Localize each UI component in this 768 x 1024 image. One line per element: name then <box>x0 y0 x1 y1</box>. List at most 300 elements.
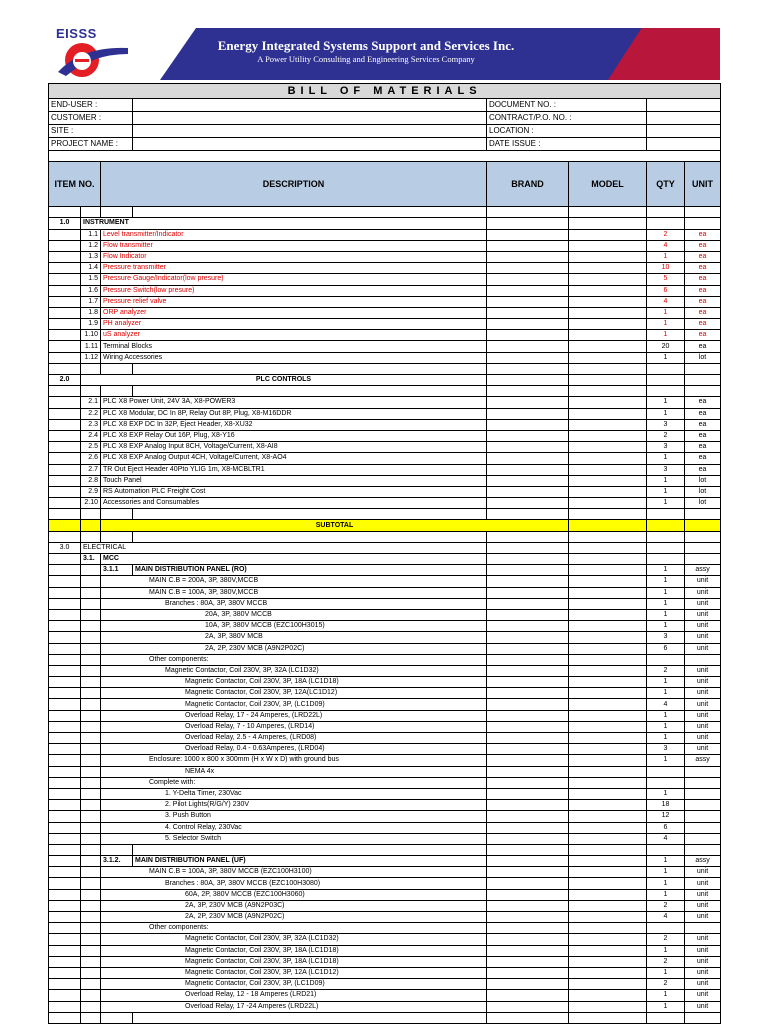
unit-cell: unit <box>685 934 721 945</box>
document-no-value[interactable] <box>647 99 721 112</box>
end-user-value[interactable] <box>133 99 487 112</box>
customer-value[interactable] <box>133 112 487 125</box>
item-description: 2A, 2P, 230V MCB (A9N2P02C) <box>101 912 487 923</box>
empty-cell <box>569 520 647 531</box>
table-row <box>49 263 721 274</box>
table-row <box>49 296 721 307</box>
empty-cell <box>81 643 101 654</box>
table-row <box>49 777 721 788</box>
qty-cell: 1 <box>647 889 685 900</box>
unit-cell: unit <box>685 665 721 676</box>
table-row <box>49 956 721 967</box>
brand-cell <box>487 442 569 453</box>
empty-cell <box>81 755 101 766</box>
empty-cell <box>49 397 81 408</box>
unit-cell: unit <box>685 979 721 990</box>
qty-cell: 2 <box>647 900 685 911</box>
qty-cell: 1 <box>647 867 685 878</box>
empty-cell <box>49 777 81 788</box>
empty-cell <box>81 710 101 721</box>
empty-cell <box>81 531 101 542</box>
table-row <box>49 755 721 766</box>
table-row <box>49 621 721 632</box>
unit-cell: lot <box>685 352 721 363</box>
empty-cell <box>49 923 81 934</box>
empty-cell <box>101 844 133 855</box>
unit-cell: unit <box>685 900 721 911</box>
table-row <box>49 867 721 878</box>
brand-cell <box>487 945 569 956</box>
empty-cell <box>49 341 81 352</box>
model-cell <box>569 777 647 788</box>
empty-cell <box>49 587 81 598</box>
unit-cell <box>685 766 721 777</box>
empty-cell <box>49 475 81 486</box>
model-cell <box>569 442 647 453</box>
brand-cell <box>487 755 569 766</box>
model-cell <box>569 341 647 352</box>
empty-cell <box>101 1012 133 1023</box>
unit-cell: unit <box>685 990 721 1001</box>
empty-cell <box>49 967 81 978</box>
empty-cell <box>81 386 101 397</box>
item-description: Touch Panel <box>101 475 487 486</box>
brand-cell <box>487 923 569 934</box>
unit-cell: unit <box>685 587 721 598</box>
qty-cell: 1 <box>647 990 685 1001</box>
brand-cell <box>487 1001 569 1012</box>
unit-cell: ea <box>685 442 721 453</box>
qty-cell: 4 <box>647 296 685 307</box>
contract-value[interactable] <box>647 112 721 125</box>
empty-cell <box>49 598 81 609</box>
empty-cell <box>49 430 81 441</box>
brand-cell <box>487 800 569 811</box>
unit-cell: unit <box>685 867 721 878</box>
brand-cell <box>487 990 569 1001</box>
section-label: PLC CONTROLS <box>81 375 487 386</box>
unit-cell: unit <box>685 889 721 900</box>
empty-cell <box>81 822 101 833</box>
empty-cell <box>685 375 721 386</box>
table-row <box>49 498 721 509</box>
qty-cell: 6 <box>647 643 685 654</box>
item-no: 1.11 <box>81 341 101 352</box>
empty-cell <box>49 699 81 710</box>
table-row <box>49 744 721 755</box>
item-description: Overload Relay, 12 - 18 Amperes (LRD21) <box>101 990 487 1001</box>
model-cell <box>569 274 647 285</box>
item-description: Pressure transmitter <box>101 263 487 274</box>
table-row <box>49 677 721 688</box>
date-issue-value[interactable] <box>647 138 721 151</box>
model-cell <box>569 699 647 710</box>
model-cell <box>569 576 647 587</box>
unit-cell: ea <box>685 419 721 430</box>
brand-cell <box>487 900 569 911</box>
empty-cell <box>49 878 81 889</box>
model-cell <box>569 800 647 811</box>
empty-cell <box>81 923 101 934</box>
empty-cell <box>81 699 101 710</box>
unit-cell: unit <box>685 733 721 744</box>
empty-cell <box>647 509 685 520</box>
item-description: TR Out Eject Header 40Pto YLIG 1m, X8-MCBLTR1 <box>101 464 487 475</box>
empty-cell <box>569 1012 647 1023</box>
unit-cell: unit <box>685 632 721 643</box>
empty-cell <box>81 677 101 688</box>
item-description: 2A, 3P, 380V MCB <box>101 632 487 643</box>
table-row <box>49 967 721 978</box>
empty-cell <box>81 632 101 643</box>
empty-cell <box>685 509 721 520</box>
project-name-label: PROJECT NAME : <box>49 138 133 151</box>
panel-label: MAIN DISTRIBUTION PANEL (RO) <box>133 565 487 576</box>
item-description: Enclosure: 1000 x 800 x 300mm (H x W x D) with ground bus <box>101 755 487 766</box>
brand-cell <box>487 486 569 497</box>
empty-cell <box>49 733 81 744</box>
empty-cell <box>49 755 81 766</box>
brand-cell <box>487 654 569 665</box>
empty-cell <box>685 363 721 374</box>
brand-cell <box>487 811 569 822</box>
unit-cell: unit <box>685 912 721 923</box>
table-row <box>49 945 721 956</box>
model-cell <box>569 330 647 341</box>
table-row <box>49 733 721 744</box>
brand-cell <box>487 240 569 251</box>
brand-cell <box>487 609 569 620</box>
col-model: MODEL <box>569 162 647 207</box>
qty-cell: 5 <box>647 274 685 285</box>
model-cell <box>569 654 647 665</box>
item-description: RS Automation PLC Freight Cost <box>101 486 487 497</box>
empty-cell <box>49 576 81 587</box>
empty-cell <box>49 565 81 576</box>
empty-cell <box>133 509 487 520</box>
brand-cell <box>487 934 569 945</box>
empty-cell <box>487 509 569 520</box>
table-row <box>49 912 721 923</box>
empty-cell <box>81 565 101 576</box>
table-row <box>49 464 721 475</box>
customer-label: CUSTOMER : <box>49 112 133 125</box>
brand-cell <box>487 330 569 341</box>
qty-cell: 3 <box>647 419 685 430</box>
item-no: 2.1 <box>81 397 101 408</box>
empty-cell <box>49 856 81 867</box>
unit-cell: unit <box>685 710 721 721</box>
brand-cell <box>487 598 569 609</box>
model-cell <box>569 453 647 464</box>
empty-cell <box>569 844 647 855</box>
empty-cell <box>81 788 101 799</box>
contract-label: CONTRACT/P.O. NO. : <box>487 112 647 125</box>
qty-cell: 1 <box>647 587 685 598</box>
empty-cell <box>49 822 81 833</box>
unit-cell: ea <box>685 274 721 285</box>
model-cell <box>569 744 647 755</box>
qty-cell: 1 <box>647 330 685 341</box>
item-description: Overload Relay, 2.5 - 4 Amperes, (LRD08) <box>101 733 487 744</box>
col-unit: UNIT <box>685 162 721 207</box>
model-cell <box>569 498 647 509</box>
unit-cell <box>685 833 721 844</box>
model-cell <box>569 833 647 844</box>
table-row <box>49 576 721 587</box>
table-row <box>49 822 721 833</box>
qty-cell: 1 <box>647 721 685 732</box>
qty-cell: 3 <box>647 442 685 453</box>
brand-cell <box>487 710 569 721</box>
table-row <box>49 766 721 777</box>
brand-cell <box>487 867 569 878</box>
unit-cell: ea <box>685 251 721 262</box>
item-description: 4. Control Relay, 230Vac <box>101 822 487 833</box>
item-description: Wiring Accessories <box>101 352 487 363</box>
empty-cell <box>49 251 81 262</box>
item-no: 1.2 <box>81 240 101 251</box>
section-number: 3.0 <box>49 542 81 553</box>
panel-uf-header <box>49 856 721 867</box>
unit-cell <box>685 923 721 934</box>
unit-cell: unit <box>685 721 721 732</box>
item-description: Magnetic Contactor, Coil 230V, 3P, 12A (LC1D12) <box>101 967 487 978</box>
item-no: 2.4 <box>81 430 101 441</box>
brand-cell <box>487 967 569 978</box>
item-no: 1.5 <box>81 274 101 285</box>
empty-cell <box>81 833 101 844</box>
empty-cell <box>685 542 721 553</box>
empty-cell <box>487 363 569 374</box>
item-no: 1.8 <box>81 307 101 318</box>
qty-cell: 2 <box>647 229 685 240</box>
unit-cell: unit <box>685 688 721 699</box>
empty-cell <box>81 844 101 855</box>
empty-cell <box>49 531 81 542</box>
empty-cell <box>81 878 101 889</box>
model-cell <box>569 755 647 766</box>
model-cell <box>569 587 647 598</box>
empty-cell <box>49 710 81 721</box>
table-row <box>49 319 721 330</box>
qty-cell: 4 <box>647 240 685 251</box>
col-qty: QTY <box>647 162 685 207</box>
item-no: 2.3 <box>81 419 101 430</box>
unit-cell: assy <box>685 856 721 867</box>
item-description: 2. Pilot Lights(R/G/Y) 230V <box>101 800 487 811</box>
empty-cell <box>101 509 133 520</box>
empty-cell <box>81 867 101 878</box>
item-no: 3.1.2. <box>101 856 133 867</box>
empty-cell <box>49 509 81 520</box>
spacer-row <box>49 509 721 520</box>
empty-cell <box>49 240 81 251</box>
brand-cell <box>487 833 569 844</box>
model-cell <box>569 419 647 430</box>
qty-cell <box>647 777 685 788</box>
qty-cell: 1 <box>647 486 685 497</box>
unit-cell: assy <box>685 565 721 576</box>
empty-cell <box>49 554 81 565</box>
brand-cell <box>487 587 569 598</box>
model-cell <box>569 621 647 632</box>
brand-cell <box>487 263 569 274</box>
model-cell <box>569 721 647 732</box>
empty-cell <box>647 542 685 553</box>
empty-cell <box>49 811 81 822</box>
item-no: 3.1. <box>81 554 101 565</box>
item-description: Accessories and Consumables <box>101 498 487 509</box>
item-no: 1.3 <box>81 251 101 262</box>
item-description: uS analyzer <box>101 330 487 341</box>
model-cell <box>569 900 647 911</box>
table-row <box>49 587 721 598</box>
model-cell <box>569 956 647 967</box>
table-row <box>49 475 721 486</box>
item-description: Pressure Switch(low presure) <box>101 285 487 296</box>
model-cell <box>569 643 647 654</box>
table-row <box>49 688 721 699</box>
model-cell <box>569 867 647 878</box>
item-description: Magnetic Contactor, Coil 230V, 3P, (LC1D09) <box>101 979 487 990</box>
table-row <box>49 352 721 363</box>
model-cell <box>569 408 647 419</box>
item-description: Magnetic Contactor, Coil 230V, 3P, 18A (LC1D18) <box>101 956 487 967</box>
section-label: INSTRUMENT <box>81 218 487 229</box>
table-row <box>49 609 721 620</box>
empty-cell <box>569 375 647 386</box>
spacer-row <box>49 363 721 374</box>
unit-cell <box>685 777 721 788</box>
empty-cell <box>49 1001 81 1012</box>
empty-cell <box>81 654 101 665</box>
model-cell <box>569 878 647 889</box>
empty-cell <box>81 1001 101 1012</box>
empty-cell <box>49 453 81 464</box>
empty-cell <box>49 945 81 956</box>
empty-cell <box>81 766 101 777</box>
brand-cell <box>487 889 569 900</box>
empty-cell <box>49 632 81 643</box>
brand-cell <box>487 397 569 408</box>
empty-cell <box>49 352 81 363</box>
empty-cell <box>487 542 569 553</box>
location-value[interactable] <box>647 125 721 138</box>
empty-cell <box>49 766 81 777</box>
qty-cell: 1 <box>647 967 685 978</box>
section-plc-controls <box>49 375 721 386</box>
brand-cell <box>487 251 569 262</box>
brand-cell <box>487 307 569 318</box>
model-cell <box>569 856 647 867</box>
brand-cell <box>487 319 569 330</box>
empty-cell <box>81 587 101 598</box>
item-description: Overload Relay, 17 -24 Amperes (LRD22L) <box>101 1001 487 1012</box>
bill-of-materials-table <box>48 83 721 1024</box>
empty-cell <box>133 531 487 542</box>
item-description: Magnetic Contactor, Coil 230V, 3P, 18A (LC1D18) <box>101 945 487 956</box>
brand-cell <box>487 878 569 889</box>
unit-cell: unit <box>685 643 721 654</box>
item-no: 1.6 <box>81 285 101 296</box>
item-description: Magnetic Contactor, Coil 230V, 3P, 18A (LC1D18) <box>101 677 487 688</box>
item-description: PLC X8 EXP Analog Output 4CH, Voltage/Current, X8-AO4 <box>101 453 487 464</box>
brand-cell <box>487 464 569 475</box>
empty-cell <box>81 509 101 520</box>
unit-cell: unit <box>685 621 721 632</box>
item-description: Pressure Gauge/Indicator(low presure) <box>101 274 487 285</box>
company-tagline: A Power Utility Consulting and Engineering Services Company <box>257 54 475 64</box>
qty-cell: 2 <box>647 430 685 441</box>
table-row <box>49 699 721 710</box>
empty-cell <box>133 1012 487 1023</box>
empty-cell <box>81 856 101 867</box>
model-cell <box>569 285 647 296</box>
qty-cell: 1 <box>647 878 685 889</box>
table-row <box>49 598 721 609</box>
model-cell <box>569 945 647 956</box>
item-description: Overload Relay, 0.4 - 0.63Amperes, (LRD04) <box>101 744 487 755</box>
qty-cell: 1 <box>647 319 685 330</box>
brand-cell <box>487 285 569 296</box>
brand-cell <box>487 665 569 676</box>
document-title: BILL OF MATERIALS <box>49 84 721 99</box>
item-no: 1.1 <box>81 229 101 240</box>
empty-cell <box>49 688 81 699</box>
model-cell <box>569 1001 647 1012</box>
qty-cell: 1 <box>647 565 685 576</box>
qty-cell: 1 <box>647 453 685 464</box>
item-description: Other components: <box>101 654 487 665</box>
qty-cell: 1 <box>647 1001 685 1012</box>
item-no: 2.6 <box>81 453 101 464</box>
brand-cell <box>487 699 569 710</box>
table-row <box>49 923 721 934</box>
item-description: Flow Indicator <box>101 251 487 262</box>
item-description: Level transmitter/Indicator <box>101 229 487 240</box>
item-description: 10A, 3P, 380V MCCB (EZC100H3015) <box>101 621 487 632</box>
item-description: PLC X8 Power Unit, 24V 3A, X8-POWER3 <box>101 397 487 408</box>
item-no: 2.2 <box>81 408 101 419</box>
empty-cell <box>647 1012 685 1023</box>
qty-cell: 1 <box>647 710 685 721</box>
brand-cell <box>487 419 569 430</box>
qty-cell: 2 <box>647 956 685 967</box>
model-cell <box>569 609 647 620</box>
project-name-value[interactable] <box>133 138 487 151</box>
empty-cell <box>133 363 487 374</box>
empty-cell <box>81 979 101 990</box>
unit-cell: ea <box>685 397 721 408</box>
item-no: 2.7 <box>81 464 101 475</box>
empty-cell <box>49 307 81 318</box>
qty-cell: 1 <box>647 733 685 744</box>
empty-cell <box>49 643 81 654</box>
site-value[interactable] <box>133 125 487 138</box>
empty-cell <box>49 956 81 967</box>
unit-cell: ea <box>685 285 721 296</box>
model-cell <box>569 251 647 262</box>
section-label: ELECTRICAL <box>81 542 487 553</box>
qty-cell: 1 <box>647 397 685 408</box>
brand-cell <box>487 856 569 867</box>
unit-cell: ea <box>685 330 721 341</box>
table-row <box>49 900 721 911</box>
empty-cell <box>685 386 721 397</box>
brand-cell <box>487 777 569 788</box>
brand-cell <box>487 822 569 833</box>
